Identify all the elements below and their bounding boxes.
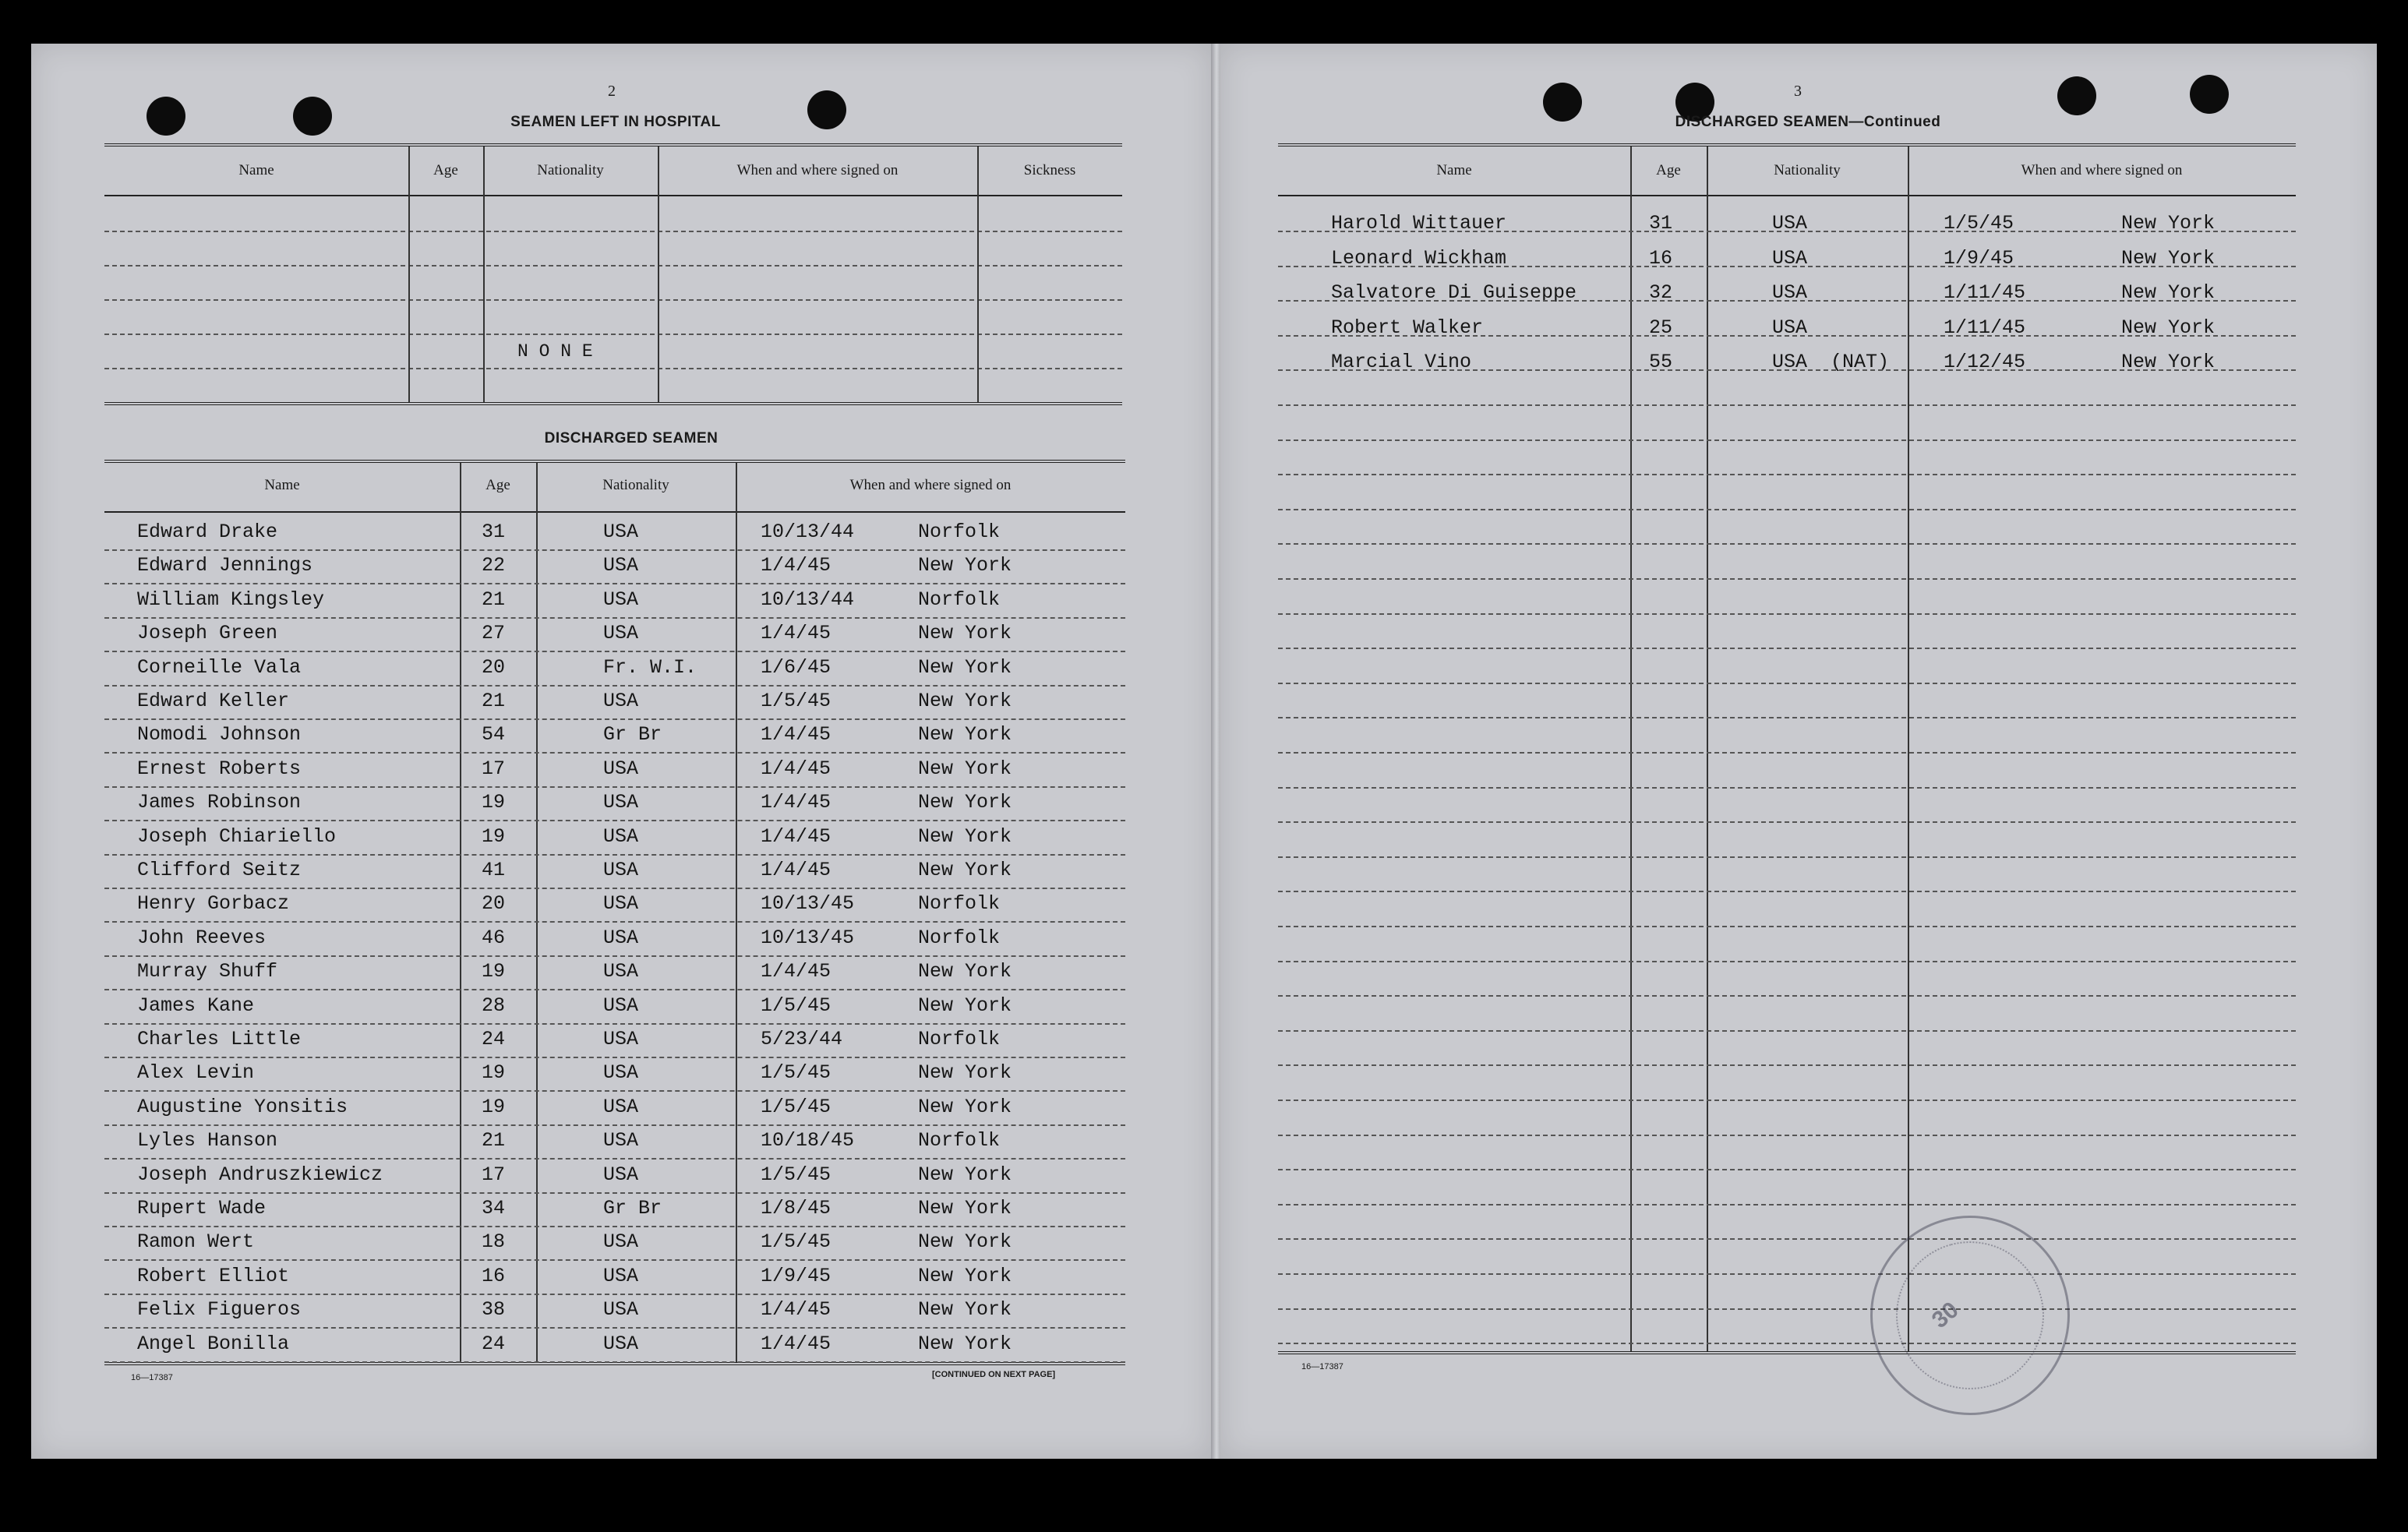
row-date: 1/5/45 bbox=[761, 1163, 832, 1186]
row-age: 20 bbox=[482, 655, 506, 679]
col-age: Age bbox=[485, 477, 510, 493]
row-place: New York bbox=[918, 655, 1012, 679]
row-place: New York bbox=[2121, 212, 2216, 235]
rule bbox=[104, 299, 1122, 301]
row-place: New York bbox=[918, 824, 1012, 848]
row-nationality: USA bbox=[603, 1298, 639, 1322]
form-code: 16—17387 bbox=[131, 1373, 173, 1382]
hospital-section-title: SEAMEN LEFT IN HOSPITAL bbox=[510, 114, 721, 130]
col-name: Name bbox=[238, 162, 274, 178]
row-name: Leonard Wickham bbox=[1331, 246, 1507, 270]
row-date: 1/4/45 bbox=[761, 723, 832, 747]
row-rule bbox=[1278, 578, 2296, 580]
row-name: Edward Keller bbox=[137, 690, 290, 712]
row-date: 1/4/45 bbox=[761, 859, 832, 881]
row-rule bbox=[104, 1192, 1125, 1194]
punch-hole bbox=[2190, 75, 2229, 114]
row-nationality: USA bbox=[1772, 212, 1808, 235]
row-rule bbox=[1278, 891, 2296, 892]
row-nationality: USA bbox=[603, 1061, 639, 1085]
row-date: 1/4/45 bbox=[761, 1332, 832, 1355]
row-date: 1/4/45 bbox=[761, 1298, 832, 1322]
row-rule bbox=[104, 786, 1125, 788]
row-age: 16 bbox=[1649, 246, 1673, 270]
row-rule bbox=[104, 1226, 1125, 1227]
row-rule bbox=[104, 651, 1125, 652]
row-age: 31 bbox=[482, 521, 506, 543]
row-age: 21 bbox=[482, 1129, 506, 1153]
row-rule bbox=[104, 820, 1125, 821]
row-rule bbox=[104, 1090, 1125, 1092]
row-rule bbox=[1278, 1238, 2296, 1240]
row-date: 1/9/45 bbox=[1944, 246, 2014, 270]
row-place: Norfolk bbox=[918, 1129, 1001, 1153]
row-rule bbox=[1278, 1308, 2296, 1310]
row-rule bbox=[104, 1124, 1125, 1126]
row-name: Nomodi Johnson bbox=[137, 723, 302, 747]
punch-hole bbox=[1543, 83, 1582, 122]
punch-hole bbox=[807, 90, 846, 129]
row-rule bbox=[1278, 856, 2296, 858]
row-nationality: USA bbox=[603, 1095, 639, 1118]
row-nationality: USA bbox=[603, 1230, 639, 1254]
row-age: 55 bbox=[1649, 351, 1673, 373]
row-place: Norfolk bbox=[918, 926, 1001, 949]
row-age: 27 bbox=[482, 622, 506, 645]
row-nationality: USA bbox=[603, 960, 639, 983]
row-rule bbox=[104, 1327, 1125, 1329]
row-date: 10/18/45 bbox=[761, 1129, 855, 1153]
row-rule bbox=[1278, 683, 2296, 684]
row-date: 1/9/45 bbox=[761, 1264, 832, 1287]
row-place: New York bbox=[918, 994, 1012, 1017]
col-nationality: Nationality bbox=[602, 477, 669, 493]
row-rule bbox=[104, 854, 1125, 856]
row-rule bbox=[104, 752, 1125, 754]
row-nationality: USA bbox=[603, 521, 639, 543]
row-place: New York bbox=[918, 1298, 1012, 1322]
row-rule bbox=[1278, 1135, 2296, 1136]
row-rule bbox=[104, 583, 1125, 584]
row-nationality: USA bbox=[603, 1028, 639, 1050]
row-age: 16 bbox=[482, 1264, 506, 1287]
row-date: 1/4/45 bbox=[761, 824, 832, 848]
row-name: Rupert Wade bbox=[137, 1197, 267, 1220]
row-age: 24 bbox=[482, 1028, 506, 1050]
row-age: 31 bbox=[1649, 212, 1673, 235]
row-age: 19 bbox=[482, 824, 506, 848]
row-date: 1/4/45 bbox=[761, 554, 832, 577]
row-age: 19 bbox=[482, 1061, 506, 1085]
row-date: 1/5/45 bbox=[761, 994, 832, 1017]
row-nationality: USA bbox=[603, 588, 639, 611]
row-rule bbox=[104, 617, 1125, 619]
row-name: Edward Jennings bbox=[137, 554, 313, 577]
row-place: New York bbox=[918, 1061, 1012, 1085]
row-nationality: USA bbox=[1772, 281, 1808, 304]
col-signed-on: When and where signed on bbox=[2021, 162, 2183, 178]
row-name: Angel Bonilla bbox=[137, 1332, 290, 1355]
row-name: Murray Shuff bbox=[137, 960, 278, 983]
row-nationality: USA bbox=[603, 690, 639, 712]
row-date: 1/4/45 bbox=[761, 960, 832, 983]
row-rule bbox=[1278, 1030, 2296, 1032]
row-nationality: USA bbox=[603, 757, 639, 780]
col-signed-on: When and where signed on bbox=[849, 477, 1012, 493]
row-age: 25 bbox=[1649, 316, 1673, 339]
row-rule bbox=[1278, 509, 2296, 510]
row-rule bbox=[1278, 266, 2296, 267]
col-age: Age bbox=[433, 162, 458, 178]
row-place: New York bbox=[918, 791, 1012, 814]
row-rule bbox=[104, 549, 1125, 551]
row-rule bbox=[104, 1259, 1125, 1261]
row-age: 20 bbox=[482, 892, 506, 916]
row-nationality: USA bbox=[603, 1163, 639, 1186]
row-name: Charles Little bbox=[137, 1028, 302, 1050]
column-divider bbox=[483, 146, 485, 402]
row-rule bbox=[104, 718, 1125, 720]
row-name: James Robinson bbox=[137, 791, 302, 814]
col-sickness: Sickness bbox=[1023, 162, 1076, 178]
row-age: 38 bbox=[482, 1298, 506, 1322]
col-signed-on: When and where signed on bbox=[736, 162, 899, 178]
row-date: 1/5/45 bbox=[761, 690, 832, 712]
row-date: 1/11/45 bbox=[1944, 281, 2026, 304]
row-nationality: USA bbox=[603, 791, 639, 814]
row-nationality: USA bbox=[603, 994, 639, 1017]
row-rule bbox=[1278, 335, 2296, 337]
row-rule bbox=[1278, 995, 2296, 997]
column-divider bbox=[658, 146, 659, 402]
row-name: Robert Walker bbox=[1331, 316, 1484, 339]
row-age: 19 bbox=[482, 1095, 506, 1118]
row-place: New York bbox=[2121, 316, 2216, 339]
row-place: New York bbox=[2121, 246, 2216, 270]
row-name: Lyles Hanson bbox=[137, 1129, 278, 1153]
row-rule bbox=[1278, 543, 2296, 545]
row-place: New York bbox=[2121, 281, 2216, 304]
row-name: James Kane bbox=[137, 994, 255, 1017]
row-rule bbox=[1278, 717, 2296, 718]
row-nationality: USA bbox=[603, 554, 639, 577]
row-rule bbox=[1278, 369, 2296, 371]
page-number: 2 bbox=[608, 83, 616, 100]
row-rule bbox=[104, 1023, 1125, 1025]
row-date: 1/6/45 bbox=[761, 655, 832, 679]
row-rule bbox=[104, 921, 1125, 923]
row-age: 46 bbox=[482, 926, 506, 949]
row-date: 1/8/45 bbox=[761, 1197, 832, 1220]
row-nationality: USA bbox=[1772, 246, 1808, 270]
col-name: Name bbox=[264, 477, 300, 493]
row-rule bbox=[1278, 1273, 2296, 1275]
row-nationality: Fr. W.I. bbox=[603, 655, 697, 679]
rule bbox=[1278, 195, 2296, 196]
row-place: New York bbox=[918, 690, 1012, 712]
rule bbox=[104, 231, 1122, 232]
row-rule bbox=[1278, 613, 2296, 615]
row-name: William Kingsley bbox=[137, 588, 325, 611]
row-age: 34 bbox=[482, 1197, 506, 1220]
row-rule bbox=[1278, 648, 2296, 649]
row-nationality: USA bbox=[603, 926, 639, 949]
row-place: New York bbox=[918, 1264, 1012, 1287]
row-place: New York bbox=[918, 859, 1012, 881]
row-nationality: USA bbox=[603, 1264, 639, 1287]
row-place: Norfolk bbox=[918, 521, 1001, 543]
hospital-none-entry: N O N E bbox=[517, 341, 593, 362]
row-rule bbox=[1278, 1204, 2296, 1205]
row-place: New York bbox=[918, 622, 1012, 645]
row-place: New York bbox=[918, 554, 1012, 577]
row-age: 21 bbox=[482, 690, 506, 712]
row-rule bbox=[1278, 300, 2296, 302]
row-name: Alex Levin bbox=[137, 1061, 255, 1085]
row-nationality: USA bbox=[603, 1129, 639, 1153]
rule bbox=[104, 143, 1122, 146]
row-name: Felix Figueros bbox=[137, 1298, 302, 1322]
row-nationality: USA bbox=[1772, 316, 1808, 339]
rule bbox=[1278, 143, 2296, 146]
row-nationality: USA bbox=[603, 859, 639, 881]
row-rule bbox=[1278, 231, 2296, 232]
rule bbox=[104, 460, 1125, 463]
row-date: 1/11/45 bbox=[1944, 316, 2026, 339]
row-nationality: Gr Br bbox=[603, 1197, 662, 1220]
continued-note: [CONTINUED ON NEXT PAGE] bbox=[932, 1370, 1056, 1379]
row-age: 22 bbox=[482, 554, 506, 577]
rule bbox=[104, 402, 1122, 405]
column-divider bbox=[977, 146, 979, 402]
row-name: Joseph Green bbox=[137, 622, 278, 645]
row-name: Edward Drake bbox=[137, 521, 278, 543]
row-rule bbox=[1278, 752, 2296, 754]
row-rule bbox=[1278, 1064, 2296, 1066]
row-name: Marcial Vino bbox=[1331, 351, 1472, 373]
row-rule bbox=[104, 1294, 1125, 1295]
row-rule bbox=[1278, 474, 2296, 475]
row-rule bbox=[1278, 821, 2296, 823]
row-age: 54 bbox=[482, 723, 506, 747]
row-rule bbox=[1278, 1169, 2296, 1170]
column-divider bbox=[408, 146, 410, 402]
row-place: New York bbox=[918, 1197, 1012, 1220]
row-date: 10/13/44 bbox=[761, 588, 855, 611]
punch-hole bbox=[2057, 76, 2096, 115]
row-name: Ramon Wert bbox=[137, 1230, 255, 1254]
discharged-section-title: DISCHARGED SEAMEN bbox=[544, 430, 719, 447]
row-date: 1/4/45 bbox=[761, 757, 832, 780]
row-nationality: USA bbox=[603, 1332, 639, 1355]
row-rule bbox=[104, 888, 1125, 889]
rule bbox=[104, 334, 1122, 335]
row-name: John Reeves bbox=[137, 926, 267, 949]
row-date: 1/5/45 bbox=[761, 1061, 832, 1085]
row-name: Augustine Yonsitis bbox=[137, 1095, 348, 1118]
row-date: 1/5/45 bbox=[761, 1230, 832, 1254]
row-place: Norfolk bbox=[918, 892, 1001, 916]
row-rule bbox=[1278, 439, 2296, 441]
row-age: 19 bbox=[482, 791, 506, 814]
col-nationality: Nationality bbox=[537, 162, 604, 178]
row-place: Norfolk bbox=[918, 1028, 1001, 1050]
row-rule bbox=[104, 1361, 1125, 1363]
discharged-continued-title: DISCHARGED SEAMEN—Continued bbox=[1675, 114, 1941, 130]
row-name: Joseph Andruszkiewicz bbox=[137, 1163, 383, 1186]
row-rule bbox=[104, 1057, 1125, 1058]
row-age: 18 bbox=[482, 1230, 506, 1254]
row-rule bbox=[104, 955, 1125, 957]
col-age: Age bbox=[1656, 162, 1681, 178]
row-date: 1/5/45 bbox=[1944, 212, 2014, 235]
rule bbox=[104, 368, 1122, 369]
row-age: 17 bbox=[482, 1163, 506, 1186]
row-nationality: USA bbox=[603, 622, 639, 645]
row-nationality: USA bbox=[603, 824, 639, 848]
row-place: New York bbox=[2121, 351, 2216, 373]
rule bbox=[104, 1362, 1125, 1365]
row-name: Ernest Roberts bbox=[137, 757, 302, 780]
form-code: 16—17387 bbox=[1301, 1362, 1343, 1371]
row-age: 41 bbox=[482, 859, 506, 881]
row-place: New York bbox=[918, 757, 1012, 780]
row-place: New York bbox=[918, 1230, 1012, 1254]
row-name: Robert Elliot bbox=[137, 1264, 290, 1287]
row-age: 32 bbox=[1649, 281, 1673, 304]
row-place: New York bbox=[918, 960, 1012, 983]
row-rule bbox=[1278, 926, 2296, 927]
row-place: New York bbox=[918, 1332, 1012, 1355]
row-age: 21 bbox=[482, 588, 506, 611]
row-nationality: USA bbox=[603, 892, 639, 916]
page-number: 3 bbox=[1794, 83, 1802, 100]
rule bbox=[1278, 1351, 2296, 1354]
row-place: New York bbox=[918, 723, 1012, 747]
row-age: 24 bbox=[482, 1332, 506, 1355]
row-rule bbox=[104, 685, 1125, 687]
row-rule bbox=[1278, 404, 2296, 406]
row-age: 17 bbox=[482, 757, 506, 780]
row-name: Salvatore Di Guiseppe bbox=[1331, 281, 1577, 304]
row-rule bbox=[1278, 1100, 2296, 1101]
rule bbox=[104, 265, 1122, 267]
row-date: 10/13/45 bbox=[761, 926, 855, 949]
rule bbox=[104, 195, 1122, 196]
col-nationality: Nationality bbox=[1774, 162, 1841, 178]
row-name: Harold Wittauer bbox=[1331, 212, 1507, 235]
row-date: 1/5/45 bbox=[761, 1095, 832, 1118]
row-place: New York bbox=[918, 1163, 1012, 1186]
row-name: Clifford Seitz bbox=[137, 859, 302, 881]
punch-hole bbox=[293, 97, 332, 136]
row-date: 10/13/44 bbox=[761, 521, 855, 543]
row-rule bbox=[1278, 1343, 2296, 1344]
row-date: 5/23/44 bbox=[761, 1028, 843, 1050]
row-rule bbox=[1278, 787, 2296, 789]
row-place: Norfolk bbox=[918, 588, 1001, 611]
row-date: 1/12/45 bbox=[1944, 351, 2026, 373]
row-age: 28 bbox=[482, 994, 506, 1017]
row-name: Henry Gorbacz bbox=[137, 892, 290, 916]
punch-hole bbox=[147, 97, 185, 136]
row-date: 1/4/45 bbox=[761, 791, 832, 814]
row-nationality: Gr Br bbox=[603, 723, 662, 747]
row-date: 10/13/45 bbox=[761, 892, 855, 916]
row-name: Corneille Vala bbox=[137, 655, 302, 679]
row-age: 19 bbox=[482, 960, 506, 983]
col-name: Name bbox=[1436, 162, 1472, 178]
row-place: New York bbox=[918, 1095, 1012, 1118]
row-rule bbox=[1278, 961, 2296, 962]
stamp-day: 30 bbox=[1926, 1297, 1964, 1334]
row-rule bbox=[104, 989, 1125, 990]
row-nationality: USA (NAT) bbox=[1772, 351, 1890, 373]
row-name: Joseph Chiariello bbox=[137, 824, 337, 848]
row-date: 1/4/45 bbox=[761, 622, 832, 645]
row-rule bbox=[104, 1158, 1125, 1160]
rule bbox=[104, 511, 1125, 513]
